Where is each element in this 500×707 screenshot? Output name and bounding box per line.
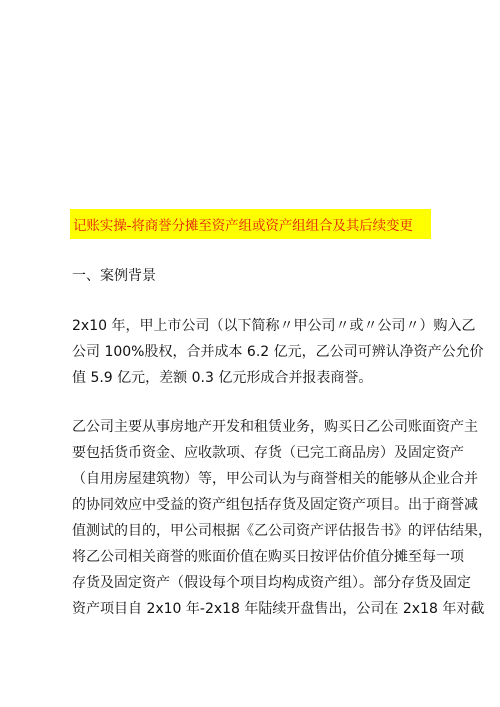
paragraph-line: 资产项目自 2x10 年-2x18 年陆续开盘售出，公司在 2x18 年对截: [72, 601, 485, 617]
paragraph-line: 要包括货币资金、应收款项、存货（已完工商品房）及固定资产: [72, 445, 464, 461]
document-title: 记账实操-将商誉分摊至资产组或资产组组合及其后续变更: [73, 218, 413, 234]
paragraph-line: 值 5.9 亿元，差额 0.3 亿元形成合并报表商誉。: [72, 370, 373, 386]
paragraph-line: 将乙公司相关商誉的账面价值在购买日按评估价值分摊至每一项: [72, 549, 464, 565]
paragraph-line: 公司 100%股权，合并成本 6.2 亿元，乙公司可辨认净资产公允价: [72, 344, 484, 360]
paragraph-line: 值测试的目的，甲公司根据《乙公司资产评估报告书》的评估结果，: [72, 523, 492, 539]
paragraph-line: （自用房屋建筑物）等，甲公司认为与商誉相关的能够从企业合并: [72, 471, 478, 487]
paragraph-line: 乙公司主要从事房地产开发和租赁业务，购买日乙公司账面资产主: [72, 419, 478, 435]
section-heading: 一、案例背景: [72, 268, 156, 284]
document-title-highlight: [70, 209, 431, 239]
paragraph-line: 2x10 年，甲上市公司（以下简称〃甲公司〃或〃公司〃）购入乙: [72, 318, 476, 334]
paragraph-line: 存货及固定资产（假设每个项目均构成资产组）。部分存货及固定: [72, 575, 471, 591]
paragraph-business-details: [72, 414, 492, 622]
paragraph-case-summary: [72, 313, 484, 391]
paragraph-line: 的协同效应中受益的资产组包括存货及固定资产项目。出于商誉减: [72, 497, 478, 513]
